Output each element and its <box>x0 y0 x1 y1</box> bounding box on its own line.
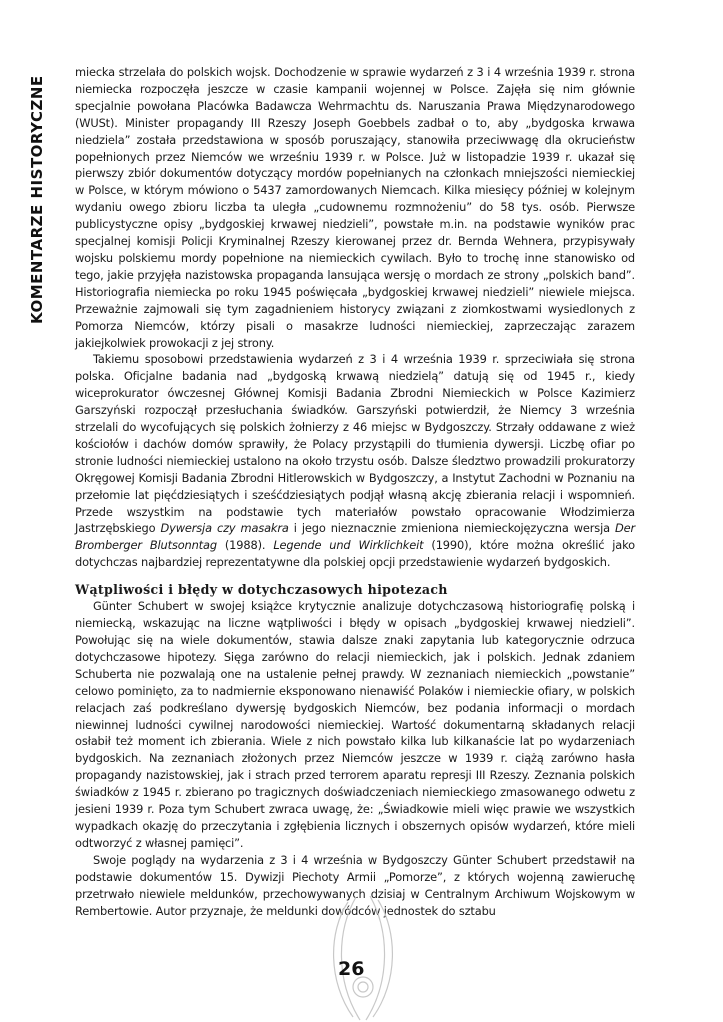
paragraph-2-year: (1988). <box>216 538 274 553</box>
book-title-dywersja: Dywersja czy masakra <box>160 521 289 536</box>
paragraph-3: Günter Schubert w swojej książce krytycznie analizuje dotychczasową historiografię polską i niemiecką, wskazując na liczne wątpliwości i błędy w opisach „bydgoskiej krwawej niedzieli”. Powołując się na wiele dokumentów, stawia dalsze znaki zapytania lub kategorycznie odrzuca dotychczasowe hipotezy. Sięga zarówno do relacji niemieckich, jak i polskich. Jednak zdaniem Schuberta nie pozwalają one na ustalenie pełnej prawdy. W zeznaniach niemieckich „powstanie” celowo pominięto, za to nadmiernie eksponowano nienawiść Polaków i niemieckie ofiary, w polskich relacjach zaś podkreślano dywersję bydgoskich Niemców, bez podania informacji o mordach niewinnej ludności cywilnej narodowości niemieckiej. Wartość dokumentarną składanych relacji osłabił też moment ich zbierania. Wiele z nich powstało kilka lub kilkanaście lat po wydarzeniach bydgoskich. Na zeznaniach złożonych przez Niemców jeszcze w 1939 r. ciążą zarówno hasła propagandy nazistowskiej, jak i strach przed terrorem aparatu represji III Rzeszy. Zeznania polskich świadków z 1945 r. zbierano po tragicznych doświadczeniach niemieckiego zmasowanego odwetu z jesieni 1939 r. Poza tym Schubert zwraca uwagę, że: „Świadkowie mieli więc prawie we wszystkich wypadkach okazję do przeczytania i zgłębienia licznych i obszernych opisów wydarzeń, które mieli odtworzyć z własnej pamięci”. <box>75 599 635 850</box>
paragraph-1: miecka strzelała do polskich wojsk. Dochodzenie w sprawie wydarzeń z 3 i 4 września 1939 r. strona niemiecka rozpoczęła jeszcze w czasie kampanii wojennej w Polsce. Zajęła się nim głównie specjalnie powołana Placówka Badawcza Wehrmachtu ds. Naruszania Prawa Międzynarodowego (WUSt). Minister propagandy III Rzeszy Joseph Goebbels zadbał o to, aby „bydgoska krwawa niedziela” została przedstawiona w sposób poruszający, stanowiła przeciwwagę dla okrucieństw popełnionych przez Niemców we wrześniu 1939 r. w Polsce. Już w listopadzie 1939 r. ukazał się pierwszy zbiór dokumentów dotyczący mordów popełnianych na członkach mniejszości niemieckiej w Polsce, w którym mówiono o 5437 zamordowanych Niemcach. Kilka miesięcy później w kolejnym wydaniu owego zbioru liczba ta uległa „cudownemu rozmnożeniu” do 58 tys. osób. Pierwsze publicystyczne opisy „bydgoskiej krwawej niedzieli”, powstałe m.in. na podstawie wyników prac specjalnej komisji Policji Kryminalnej Rzeszy kierowanej przez dr. Bernda Wehnera, przypisywały wojsku polskiemu mordy popełnione na niemieckich cywilach. Było to trochę inne stanowisko od tego, jakie przyjęła nazistowska propaganda lansująca wersję o mordach ze strony „polskich band”. Historiografia niemiecka po roku 1945 poświęcała „bydgoskiej krwawej niedzieli” niewiele miejsca. Przeważnie zajmowali się tym zagadnieniem historycy związani z ziomkostwami wysiedlonych z Pomorza Niemców, którzy pisali o masakrze ludności niemieckiej, zaprzeczając zarazem jakiejkolwiek prowokacji z jej strony. <box>75 65 635 350</box>
book-subtitle: Legende und Wirklichkeit <box>273 538 424 553</box>
paragraph-2-text-end: (1990), które można określić jako dotychczas najbardziej reprezentatywne dla polskiej opcji przedstawienie wydarzeń bydgoskich. <box>75 538 635 570</box>
book-title-blutsonntag: Der Bromberger Blutsonntag <box>75 521 635 553</box>
section-label: KOMENTARZE HISTORYCZNE <box>28 75 46 324</box>
paragraph-2-text: Takiemu sposobowi przedstawienia wydarzeń z 3 i 4 września 1939 r. sprzeciwiała się strona polska. Oficjalne badania nad „bydgoską krwawą niedzielą” datują się od 1945 r., kiedy wiceprokurator ówczesnej Głównej Komisji Badania Zbrodni Niemieckich w Polsce Kazimierz Garszyński rozpoczął przesłuchania świadków. Garszyński potwierdził, że Niemcy 3 września strzelali do wycofujących się polskich żołnierzy z 46 miejsc w Bydgoszczy. Strzały oddawane z wież kościołów i dachów domów sprawiły, że Polacy przystąpili do tłumienia dywersji. Liczbę ofiar po stronie ludności niemieckiej ustalono na około trzystu osób. Dalsze śledztwo prowadzili prokuratorzy Okręgowej Komisji Badania Zbrodni Hitlerowskich w Bydgoszczy, a Instytut Zachodni w Poznaniu na przełomie lat pięćdziesiątych i sześćdziesiątych podjął własną akcję zbierania relacji i wspomnień. Przede wszystkim na podstawie tych materiałów powstało opracowanie Włodzimierza Jastrzębskiego <box>75 352 635 536</box>
paragraph-2-text-mid: i jego nieznacznie zmieniona niemieckojęzyczna wersja <box>288 521 615 536</box>
page-number: 26 <box>338 958 365 980</box>
article-body <box>75 64 635 919</box>
paragraph-2 <box>75 351 635 571</box>
paragraph-4: Swoje poglądy na wydarzenia z 3 i 4 września w Bydgoszczy Günter Schubert przedstawił na podstawie dokumentów 15. Dywizji Piechoty Armii „Pomorze”, z których wojenną zawieruchę przetrwało niewiele meldunków, przechowywanych dzisiaj w Centralnym Archiwum Wojskowym w Rembertowie. Autor przyznaje, że meldunki dowódców jednostek do sztabu <box>75 852 635 918</box>
decorative-ornament-icon <box>318 892 408 1022</box>
section-heading: Wątpliwości i błędy w dotychczasowych hipotezach <box>75 582 448 598</box>
